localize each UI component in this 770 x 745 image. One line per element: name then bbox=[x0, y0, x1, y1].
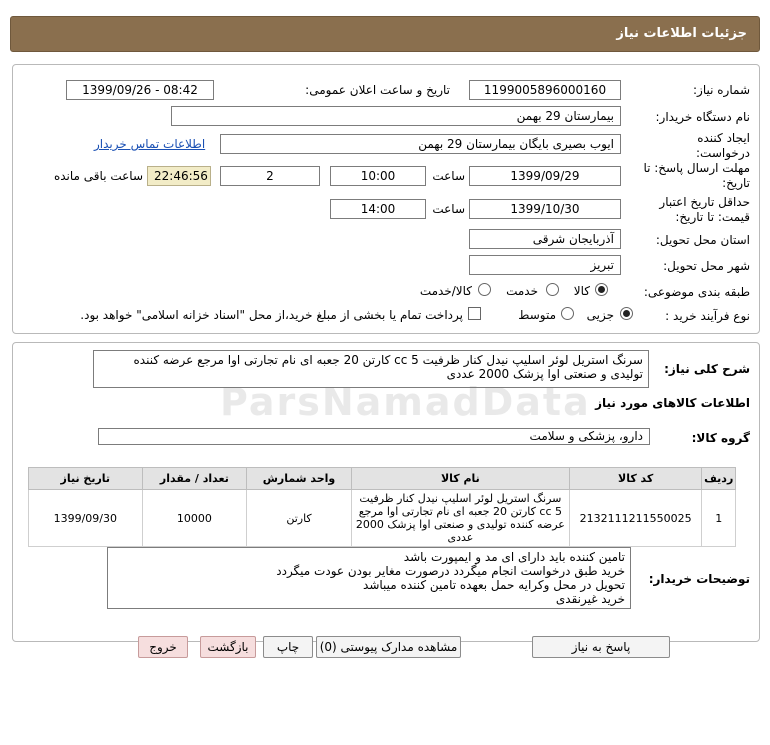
attachments-button[interactable]: مشاهده مدارک پیوستی (0) bbox=[316, 636, 461, 658]
reply-time-field: 10:00 bbox=[330, 166, 426, 186]
row-code: 2132111211550025 bbox=[569, 490, 701, 547]
reply-button[interactable]: پاسخ به نیاز bbox=[532, 636, 670, 658]
subject-goods-service-label: کالا/خدمت bbox=[419, 284, 472, 298]
purchase-medium-radio[interactable] bbox=[561, 307, 574, 320]
delivery-city-label: شهر محل تحویل: bbox=[663, 259, 750, 273]
contact-info-link[interactable]: اطلاعات تماس خریدار bbox=[94, 137, 206, 151]
subject-goods-service-radio[interactable] bbox=[478, 283, 491, 296]
purchase-minor-radio[interactable] bbox=[620, 307, 633, 320]
row-index: 1 bbox=[702, 490, 736, 547]
row-date: 1399/09/30 bbox=[29, 490, 143, 547]
purchase-type-label: نوع فرآیند خرید : bbox=[665, 309, 750, 323]
purchase-minor-label: جزیی bbox=[586, 308, 614, 322]
goods-group-label: گروه کالا: bbox=[691, 431, 750, 445]
buyer-notes-label: توضیحات خریدار: bbox=[648, 572, 750, 586]
purchase-medium-label: متوسط bbox=[518, 308, 556, 322]
validity-time-label: ساعت bbox=[432, 202, 465, 216]
validity-date-field: 1399/10/30 bbox=[469, 199, 621, 219]
goods-info-heading: اطلاعات کالاهای مورد نیاز bbox=[595, 396, 750, 410]
need-number-label: شماره نیاز: bbox=[693, 83, 750, 97]
days-left-field: 2 bbox=[220, 166, 320, 186]
goods-table bbox=[28, 467, 736, 547]
row-unit: کارتن bbox=[247, 490, 352, 547]
general-desc-label: شرح کلی نیاز: bbox=[664, 362, 750, 376]
buyer-org-field: بیمارستان 29 بهمن bbox=[171, 106, 621, 126]
buyer-notes-box bbox=[107, 547, 631, 609]
col-code: کد کالا bbox=[569, 468, 701, 490]
reply-deadline-label: مهلت ارسال پاسخ: تا تاریخ: bbox=[643, 161, 750, 190]
delivery-province-label: استان محل تحویل: bbox=[655, 233, 750, 247]
col-index: ردیف bbox=[702, 468, 736, 490]
city-field: تبریز bbox=[469, 255, 621, 275]
reply-date-field: 1399/09/29 bbox=[469, 166, 621, 186]
time-left-field: 22:46:56 bbox=[147, 166, 211, 186]
requester-label: ایجاد کننده درخواست: bbox=[696, 131, 750, 160]
goods-group-field: دارو، پزشکی و سلامت bbox=[98, 428, 650, 445]
province-field: آذربایجان شرقی bbox=[469, 229, 621, 249]
subject-goods-label: کالا bbox=[573, 284, 590, 298]
treasury-payment-checkbox[interactable] bbox=[468, 307, 481, 320]
print-button[interactable]: چاپ bbox=[263, 636, 313, 658]
subject-goods-radio[interactable] bbox=[595, 283, 608, 296]
announce-datetime-label: تاریخ و ساعت اعلان عمومی: bbox=[305, 83, 450, 97]
table-row bbox=[29, 490, 736, 547]
buyer-note-line: خرید طبق درخواست انجام میگردد درصورت مغایر بودن عودت میگردد bbox=[276, 564, 625, 578]
requester-field: ایوب بصیری بایگان بیمارستان 29 بهمن bbox=[220, 134, 621, 154]
buyer-note-line: تحویل در محل وکرایه حمل بعهده تامین کننده میباشد bbox=[363, 578, 625, 592]
back-button[interactable]: بازگشت bbox=[200, 636, 256, 658]
price-validity-label: حداقل تاریخ اعتبار قیمت: تا تاریخ: bbox=[659, 195, 750, 224]
exit-button[interactable]: خروج bbox=[138, 636, 188, 658]
page-title: جزئیات اطلاعات نیاز bbox=[10, 16, 760, 52]
col-name: نام کالا bbox=[351, 468, 569, 490]
col-date: تاریخ نیاز bbox=[29, 468, 143, 490]
buyer-org-label: نام دستگاه خریدار: bbox=[655, 110, 750, 124]
row-name: سرنگ استریل لوئر اسلیپ نیدل کنار ظرفیت 5 cc کارتن 20 جعبه ای نام تجارتی اوا مرجع عرضه کننده تولیدی و صنعتی اوا پزشک 2000 عددی bbox=[351, 490, 569, 547]
need-number-field: 1199005896000160 bbox=[469, 80, 621, 100]
announce-datetime-field: 1399/09/26 - 08:42 bbox=[66, 80, 214, 100]
hours-left-label: ساعت باقی مانده bbox=[53, 169, 143, 183]
general-desc-box: سرنگ استریل لوئر اسلیپ نیدل کنار ظرفیت 5 cc کارتن 20 جعبه ای نام تجارتی اوا مرجع عرضه کننده تولیدی و صنعتی اوا پزشک 2000 عددی bbox=[93, 350, 649, 388]
col-unit: واحد شمارش bbox=[247, 468, 352, 490]
subject-class-label: طبقه بندی موضوعی: bbox=[643, 285, 750, 299]
buyer-note-line: تامین کننده باید دارای ای مد و ایمپورت باشد bbox=[403, 550, 625, 564]
validity-time-field: 14:00 bbox=[330, 199, 426, 219]
col-qty: تعداد / مقدار bbox=[142, 468, 247, 490]
treasury-payment-note: پرداخت تمام یا بخشی از مبلغ خرید،از محل "اسناد خزانه اسلامی" خواهد بود. bbox=[80, 308, 463, 322]
subject-service-radio[interactable] bbox=[546, 283, 559, 296]
buyer-note-line: خرید غیرنقدی bbox=[555, 592, 625, 606]
row-qty: 10000 bbox=[142, 490, 247, 547]
reply-time-label: ساعت bbox=[432, 169, 465, 183]
subject-service-label: خدمت bbox=[506, 284, 538, 298]
